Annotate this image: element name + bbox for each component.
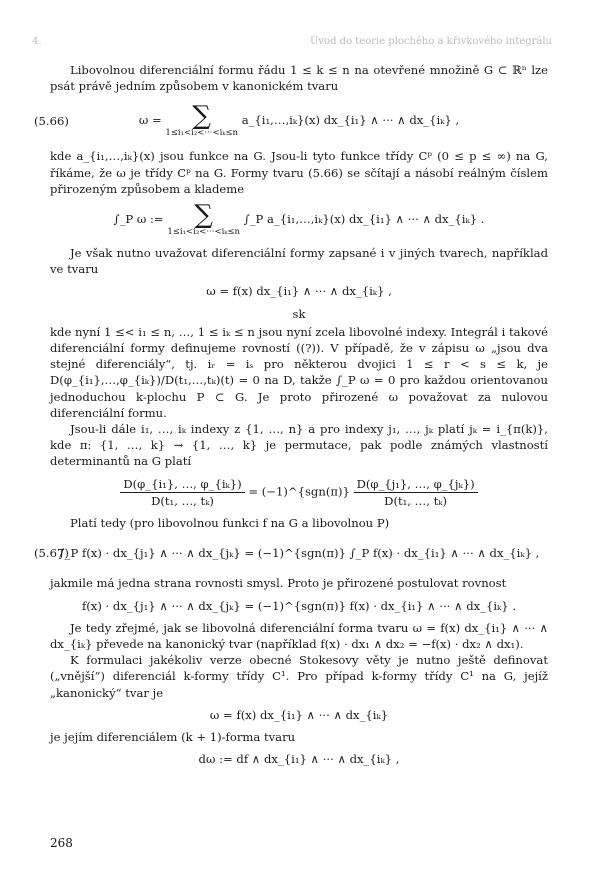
paragraph-8: Je tedy zřejmé, jak se libovolná diferenciální forma tvaru ω = f(x) dx_{i₁} ∧ ··· ∧ dx_{iₖ} převede na kanonický tvar (například f(x) · dx₁ ∧ dx₂ = −f(x) · dx₂ ∧ dx₁). — [50, 620, 548, 652]
equation-middle: = (−1)^{sgn(π)} — [248, 484, 350, 499]
fraction-denominator: D(t₁, …, tₖ) — [384, 493, 448, 508]
page-number: 268 — [50, 836, 73, 850]
paragraph-1: Libovolnou diferenciální formu řádu 1 ≤ k ≤ n na otevřené množině G ⊂ ℝⁿ lze psát právě jedním způsobem v kanonickém tvaru — [50, 63, 548, 94]
fraction-left — [120, 476, 244, 509]
equation-lhs: ∫_P ω := — [113, 212, 164, 227]
header-title: Úvod do teorie plochého a křivkového integrálu — [309, 36, 552, 47]
equation-number: (5.66) — [34, 114, 69, 129]
paragraph-6: Platí tedy (pro libovolnou funkci f na G a libovolnou P) — [70, 516, 390, 531]
fraction-right — [354, 476, 478, 509]
equation-canonical: ω = f(x) dx_{i₁} ∧ ··· ∧ dx_{iₖ} — [209, 707, 389, 722]
equation-5-66 — [34, 101, 548, 139]
equation-rhs: ∫_P a_{i₁,…,iₖ}(x) dx_{i₁} ∧ ··· ∧ dx_{iₖ} . — [243, 212, 485, 227]
paragraph-2: kde a_{i₁,…,iₖ}(x) jsou funkce na G. Jsou-li tyto funkce třídy Cᵖ (0 ≤ p ≤ ∞) na G, říkáme, že ω je třídy Cᵖ na G. Formy tvaru (5.66) se sčítají a násobí reálným číslem přirozeným způsobem a klademe — [50, 149, 548, 196]
equation-5-67 — [34, 545, 548, 561]
equation-differential: dω := df ∧ dx_{i₁} ∧ ··· ∧ dx_{iₖ} , — [198, 752, 400, 767]
running-header — [32, 36, 552, 50]
paragraph-4: kde nyní 1 ≤< i₁ ≤ n, …, 1 ≤ iₖ ≤ n jsou nyní zcela libovolné indexy. Integrál i takové diferenciální formy definujeme rovností ((?)). V případě, že v zápisu ω „jsou dva stejné diferenciály“, tj. iᵣ = iₛ pro některou dvojici 1 ≤ r < s ≤ k, je D(φ_{i₁},…,φ_{iₖ})/D(t₁,…,tₖ)(t) = 0 na D, takže ∫_P ω = 0 pro každou orientovanou jednoduchou k-plochu P ⊂ G. Je proto přirozené ω považovat za nulovou diferenciální formu. — [50, 324, 548, 420]
page-body — [34, 62, 548, 774]
equation-integral-definition — [50, 200, 548, 238]
fraction-numerator: D(φ_{j₁}, …, φ_{jₖ}) — [354, 476, 478, 493]
header-chapter: 4. — [32, 36, 42, 47]
equation-general-form: ω = f(x) dx_{i₁} ∧ ··· ∧ dx_{iₖ} , — [206, 284, 392, 299]
equation-sk: sk — [292, 306, 306, 321]
sum-subscript: 1≤i₁<i₂<···<iₖ≤n — [165, 128, 239, 139]
fraction-numerator: D(φ_{i₁}, …, φ_{iₖ}) — [120, 476, 244, 493]
equation-body: ∫_P f(x) · dx_{j₁} ∧ ··· ∧ dx_{jₖ} = (−1)^{sgn(π)} ∫_P f(x) · dx_{i₁} ∧ ··· ∧ dx_{iₖ} , — [58, 546, 540, 561]
sum-operator: ∑ 1≤i₁<i₂<···<iₖ≤n — [167, 200, 240, 238]
paragraph-10: je jejím diferenciálem (k + 1)-forma tvaru — [50, 730, 296, 745]
equation-determinant — [50, 476, 548, 509]
equation-postulate: f(x) · dx_{j₁} ∧ ··· ∧ dx_{jₖ} = (−1)^{sgn(π)} f(x) · dx_{i₁} ∧ ··· ∧ dx_{iₖ} . — [81, 598, 517, 613]
fraction-denominator: D(t₁, …, tₖ) — [151, 493, 214, 508]
paragraph-9: K formulaci jakékoliv verze obecné Stokesovy věty je nutno ještě definovat („vnější“) diferenciál k-formy třídy C¹. Pro případ k-formy třídy C¹ na G, jejíž „kanonický“ tvar je — [50, 653, 548, 700]
sum-subscript: 1≤i₁<i₂<···<iₖ≤n — [167, 227, 240, 238]
equation-rhs: a_{i₁,…,iₖ}(x) dx_{i₁} ∧ ··· ∧ dx_{iₖ} , — [241, 113, 460, 128]
equation-lhs: ω = — [138, 113, 162, 128]
paragraph-7: jakmile má jedna strana rovnosti smysl. Proto je přirozené postulovat rovnost — [50, 576, 507, 591]
equation-number: (5.67) — [34, 546, 69, 561]
paragraph-5: Jsou-li dále i₁, …, iₖ indexy z {1, …, n} a pro indexy j₁, …, jₖ platí jₖ = i_{π(k)}, kde π: {1, …, k} → {1, …, k} je permutace, pak podle známých vlastností determinantů na G platí — [50, 422, 548, 469]
paragraph-3: Je však nutno uvažovat diferenciální formy zapsané i v jiných tvarech, například ve tvaru — [50, 246, 548, 277]
sum-operator: ∑ 1≤i₁<i₂<···<iₖ≤n — [165, 101, 239, 139]
